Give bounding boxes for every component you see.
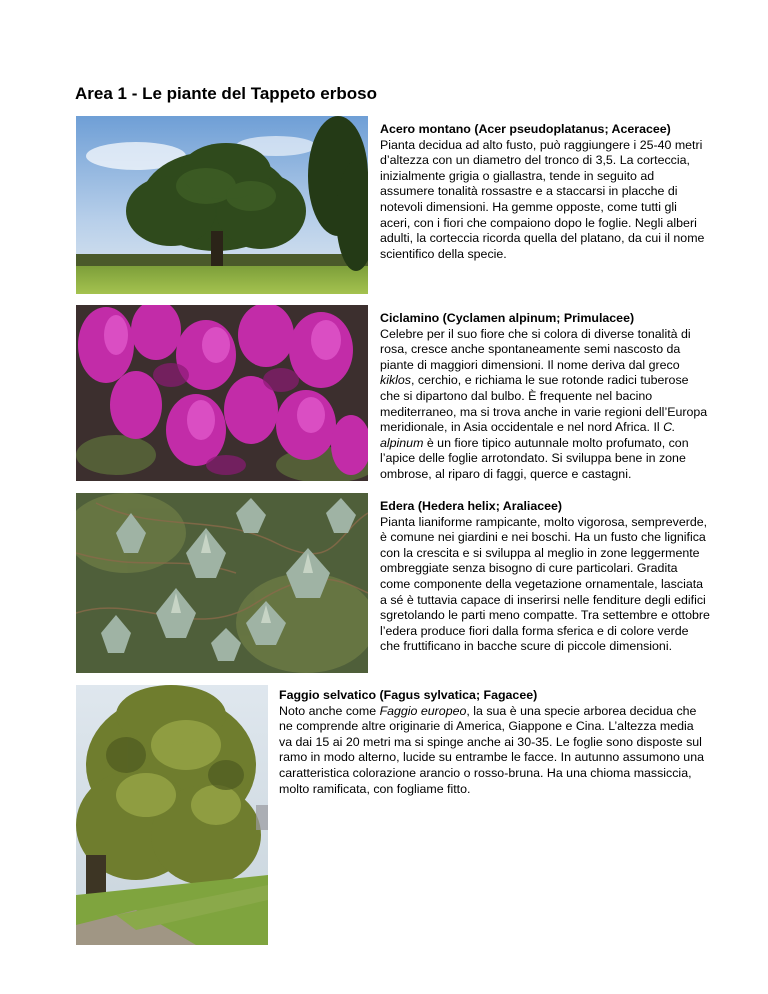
ciclamino-body: Celebre per il suo fiore che si colora di diverse tonalità di rosa, cresce anche spontaneamente semi nascosto da piante di maggiori dimensioni. Il nome deriva dal greco kiklos, cerchio, e richiama le sue rotonde radici tuberose che si dipartono dal bulbo. È frequente nel bacino mediterraneo, ma si trova anche in varie regioni dell’Europa meridionale, in Asia occidentale e nel nord Africa. Il C. alpinum è un fiore tipico autunnale molto profumato, con l’apice delle foglie arrotondato. Si sviluppa bene in zone ombrose, al riparo di faggi, querce e castagni. <box>380 326 708 481</box>
ciclamino-heading: Ciclamino (Cyclamen alpinum; Primulacee) <box>380 311 635 325</box>
acero-montano-body: Pianta decidua ad alto fusto, può raggiungere i 25-40 metri d’altezza con un diametro del tronco di 3,5. La corteccia, inizialmente grigia o giallastra, tende in seguito ad assumere tonalità rossastre e a staccarsi in placche di notevoli dimensioni. Ha gemme opposte, come tutti gli aceri, con i fiori che compaiono dopo le foglie. Negli alberi adulti, la corteccia ricorda quella del platano, da cui il nome scientifico della specie. <box>380 137 705 261</box>
edera-photo <box>76 493 368 673</box>
page-title: Area 1 - Le piante del Tappeto erboso <box>75 84 377 103</box>
faggio-photo <box>76 685 268 945</box>
edera-description <box>380 499 710 655</box>
acero-montano-description <box>380 122 705 262</box>
faggio-heading: Faggio selvatico (Fagus sylvatica; Fagacee) <box>279 688 538 702</box>
edera-heading: Edera (Hedera helix; Araliacee) <box>380 499 563 513</box>
faggio-description <box>279 688 709 797</box>
ciclamino-description <box>380 311 710 483</box>
ciclamino-photo <box>76 305 368 481</box>
acero-montano-photo <box>76 116 368 294</box>
edera-body: Pianta lianiforme rampicante, molto vigorosa, sempreverde, è comune nei giardini e nei boschi. Ha un fusto che lignifica con la crescita e si sviluppa al meglio in zone leggermente ombreggiate senza bisogno di cure particolari. Gradita come componente della vegetazione ornamentale, lasciata a sé è tuttavia capace di inserirsi nelle fenditure degli edifici sgretolando le parti meno compatte. Tra settembre e ottobre l’edera produce fiori dalla forma sferica e di colore verde che fruttificano in bacche scure di piccole dimensioni. <box>380 514 710 654</box>
faggio-body: Noto anche come Faggio europeo, la sua è una specie arborea decidua che ne comprende altre originarie di America, Giappone e Cina. L’altezza media va dai 15 ai 20 metri ma si spinge anche ai 30-35. Le foglie sono disposte sul ramo in modo alterno, lucide su entrambe le facce. In autunno assumono una caratteristica colorazione arancio o rosso-bruna. Ha una chioma massiccia, molto ramificata, con fogliame fitto. <box>279 703 704 796</box>
acero-montano-heading: Acero montano (Acer pseudoplatanus; Aceracee) <box>380 122 671 136</box>
